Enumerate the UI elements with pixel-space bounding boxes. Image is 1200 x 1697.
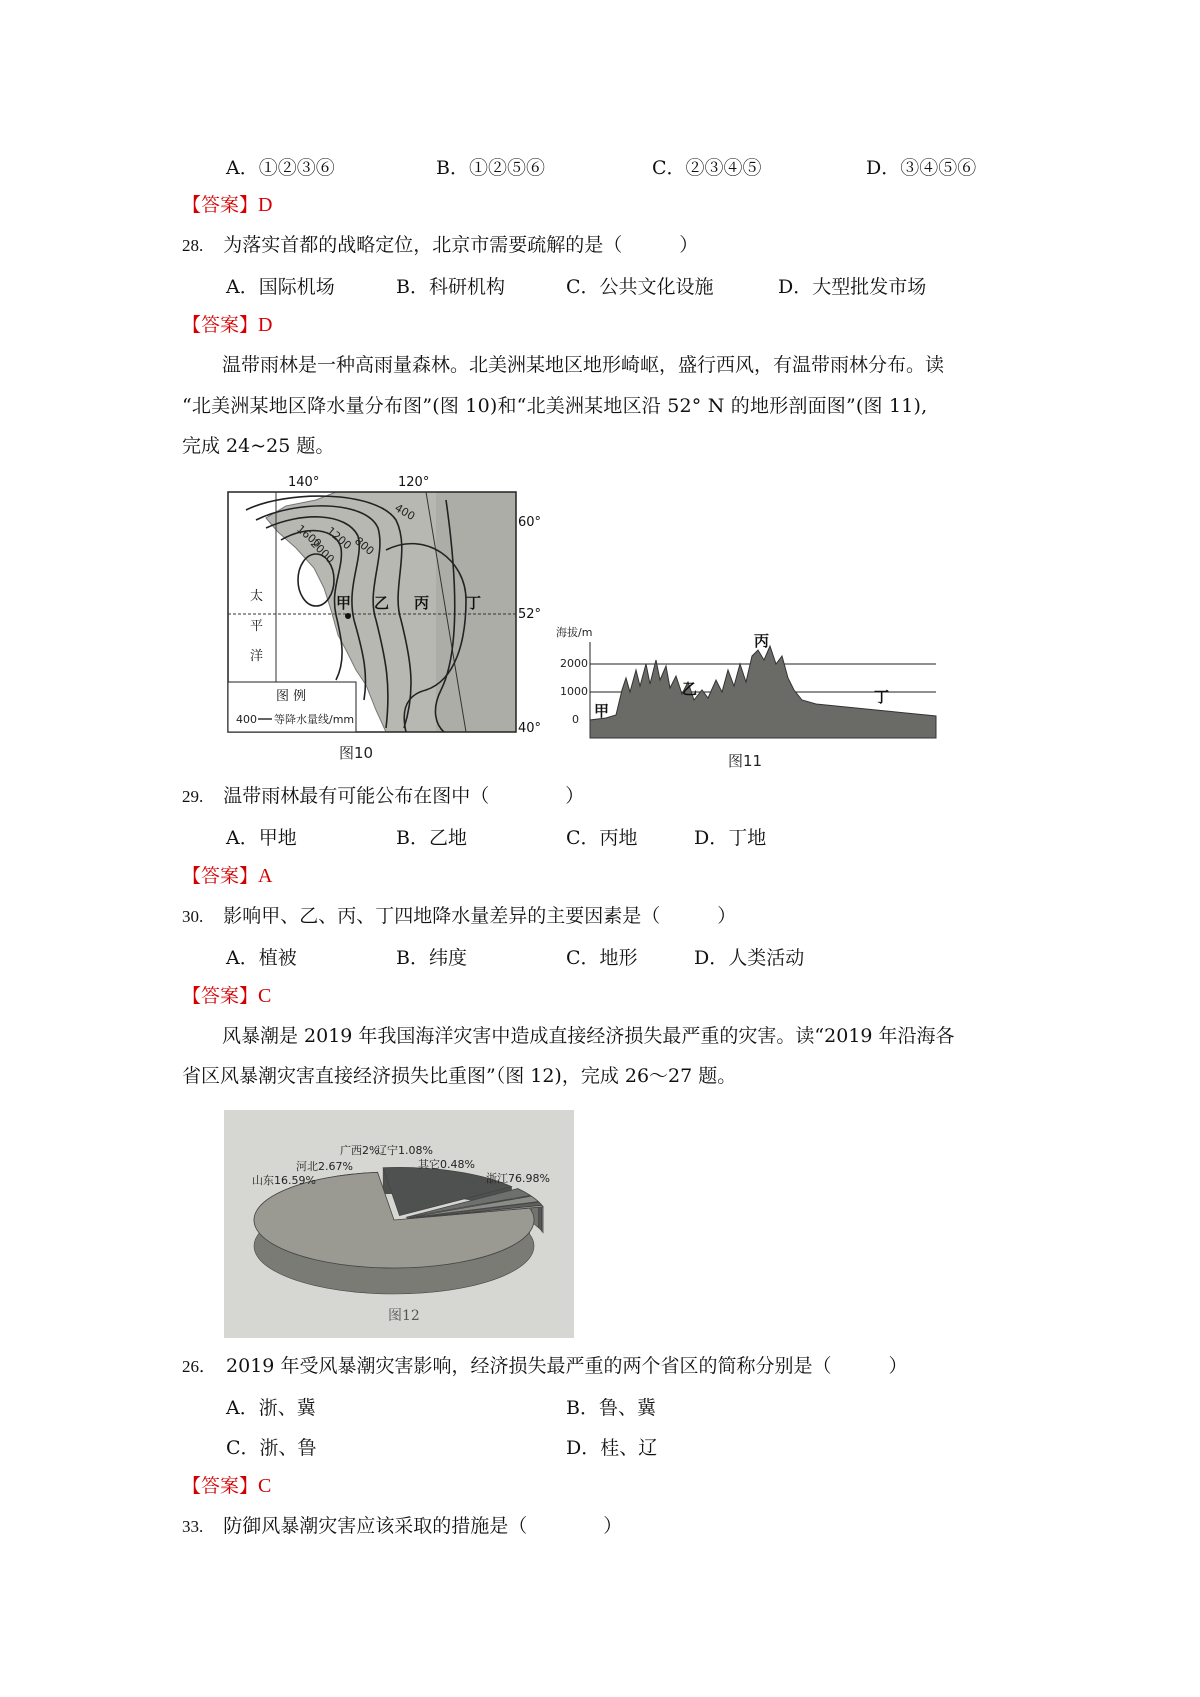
q29-option-a: A．甲地 <box>226 827 297 849</box>
question-stem: 为落实首都的战略定位，北京市需要疏解的是（ ） <box>223 234 699 256</box>
figure-11 <box>556 620 940 750</box>
question-stem: 影响甲、乙、丙、丁四地降水量差异的主要因素是（ ） <box>223 905 737 927</box>
q33-stem-row <box>182 1513 622 1540</box>
place-ding: 丁 <box>466 594 482 612</box>
precipitation-map <box>226 470 546 740</box>
q27-option-a: A．①②③⑥ <box>226 157 335 179</box>
answer-value: C <box>258 985 272 1007</box>
q30-stem-row <box>182 903 736 930</box>
answer-value: D <box>258 194 273 216</box>
question-number: 26． <box>182 1357 216 1376</box>
q28-stem-row <box>182 232 698 259</box>
q26-stem-row <box>182 1353 907 1380</box>
q26-option-d: D．桂、辽 <box>566 1437 658 1459</box>
q28-option-b: B．科研机构 <box>396 276 505 298</box>
q27-answer <box>182 192 272 218</box>
q28-option-d: D．大型批发市场 <box>778 276 927 298</box>
pie-label-liaoning: 辽宁1.08% <box>376 1144 433 1157</box>
place-jia: 甲 <box>336 594 352 612</box>
isohyet-label-2000: 2000 <box>307 536 337 566</box>
q29-option-c: C．丙地 <box>566 827 638 849</box>
answer-value: D <box>258 314 273 336</box>
profile-ytick-2000: 2000 <box>560 657 588 670</box>
legend-value: 400 <box>236 713 257 726</box>
profile-ylabel: 海拔/m <box>556 626 593 639</box>
q29-option-d: D．丁地 <box>694 827 767 849</box>
q30-option-a: A．植被 <box>226 947 297 969</box>
q30-answer <box>182 983 271 1009</box>
q29-answer <box>182 863 272 889</box>
question-stem: 2019 年受风暴潮灾害影响，经济损失最严重的两个省区的简称分别是（ ） <box>226 1355 908 1377</box>
lon-label-120: 120° <box>398 475 430 490</box>
figure-12 <box>224 1110 574 1338</box>
figure-10-caption: 图10 <box>339 744 374 762</box>
profile-ytick-0: 0 <box>572 713 579 726</box>
question-number: 28. <box>182 236 204 255</box>
ocean-label-3: 洋 <box>250 649 264 664</box>
answer-label: 【答案】 <box>182 314 259 336</box>
profile-place-jia: 甲 <box>594 702 610 720</box>
q30-option-d: D．人类活动 <box>694 947 805 969</box>
lat-label-52: 52° <box>518 607 542 622</box>
question-number: 29. <box>182 787 204 806</box>
lon-label-140: 140° <box>288 475 320 490</box>
isohyet-label-1600: 1600 <box>294 522 324 551</box>
profile-place-ding: 丁 <box>874 688 890 706</box>
q27-option-d: D．③④⑤⑥ <box>866 157 977 179</box>
figure-10 <box>226 470 546 740</box>
loss-pie-chart <box>224 1110 574 1338</box>
ocean-label-1: 太 <box>250 589 264 604</box>
pie-label-zhejiang: 浙江76.98% <box>486 1172 550 1185</box>
isohyet-label-1200: 1200 <box>324 524 354 553</box>
pie-label-hebei: 河北2.67% <box>296 1160 353 1173</box>
q30-option-c: C．地形 <box>566 947 638 969</box>
passage2-line1: 风暴潮是 2019 年我国海洋灾害中造成直接经济损失最严重的灾害。读“2019 年沿海各 <box>222 1025 955 1047</box>
answer-label: 【答案】 <box>182 1475 259 1497</box>
answer-label: 【答案】 <box>182 194 259 216</box>
place-yi: 乙 <box>374 594 390 612</box>
pie-slice-side-5 <box>542 1205 543 1232</box>
legend-text: 等降水量线/mm <box>274 713 355 726</box>
passage1-line2: “北美洲某地区降水量分布图”(图 10)和“北美洲某地区沿 52° N 的地形剖面图”(图 11), <box>182 395 928 417</box>
passage1-line1: 温带雨林是一种高雨量森林。北美洲某地区地形崎岖，盛行西风，有温带雨林分布。读 <box>222 354 945 376</box>
pie-label-shandong: 山东16.59% <box>252 1174 316 1187</box>
ocean-label-2: 平 <box>250 619 264 634</box>
pie-label-other: 其它0.48% <box>418 1158 475 1171</box>
lat-label-60: 60° <box>518 515 542 530</box>
figure-12-caption: 图12 <box>388 1308 420 1324</box>
passage1-line3: 完成 24~25 题。 <box>182 435 335 457</box>
q26-option-b: B．鲁、冀 <box>566 1397 656 1419</box>
q27-option-c: C．②③④⑤ <box>652 157 762 179</box>
isohyet-label-800: 800 <box>352 534 377 558</box>
q29-option-b: B．乙地 <box>396 827 467 849</box>
profile-place-yi: 乙 <box>682 680 698 698</box>
q26-answer <box>182 1473 271 1499</box>
passage2-line2: 省区风暴潮灾害直接经济损失比重图”（图 12)，完成 26～27 题。 <box>182 1065 737 1087</box>
q29-stem-row <box>182 783 584 810</box>
answer-label: 【答案】 <box>182 865 259 887</box>
isohyet-label-400: 400 <box>392 501 418 524</box>
question-stem: 温带雨林最有可能公布在图中（ ） <box>223 785 585 807</box>
profile-place-bing: 丙 <box>754 632 770 650</box>
answer-value: C <box>258 1475 272 1497</box>
q30-option-b: B．纬度 <box>396 947 467 969</box>
answer-label: 【答案】 <box>182 985 259 1007</box>
question-stem: 防御风暴潮灾害应该采取的措施是（ ） <box>223 1515 623 1537</box>
place-bing: 丙 <box>414 594 430 612</box>
question-number: 33. <box>182 1517 204 1536</box>
answer-value: A <box>258 865 273 887</box>
pie-label-guangxi: 广西2% <box>340 1144 380 1157</box>
q27-option-b: B．①②⑤⑥ <box>436 157 545 179</box>
q26-option-a: A．浙、冀 <box>226 1397 316 1419</box>
q26-option-c: C．浙、鲁 <box>226 1437 317 1459</box>
legend-title: 图 例 <box>276 689 307 704</box>
q28-option-c: C．公共文化设施 <box>566 276 714 298</box>
question-number: 30. <box>182 907 204 926</box>
q28-option-a: A．国际机场 <box>226 276 335 298</box>
q28-answer <box>182 312 272 338</box>
terrain-profile <box>556 620 940 750</box>
lat-label-40: 40° <box>518 721 542 736</box>
figure-11-caption: 图11 <box>728 752 763 770</box>
profile-ytick-1000: 1000 <box>560 685 588 698</box>
